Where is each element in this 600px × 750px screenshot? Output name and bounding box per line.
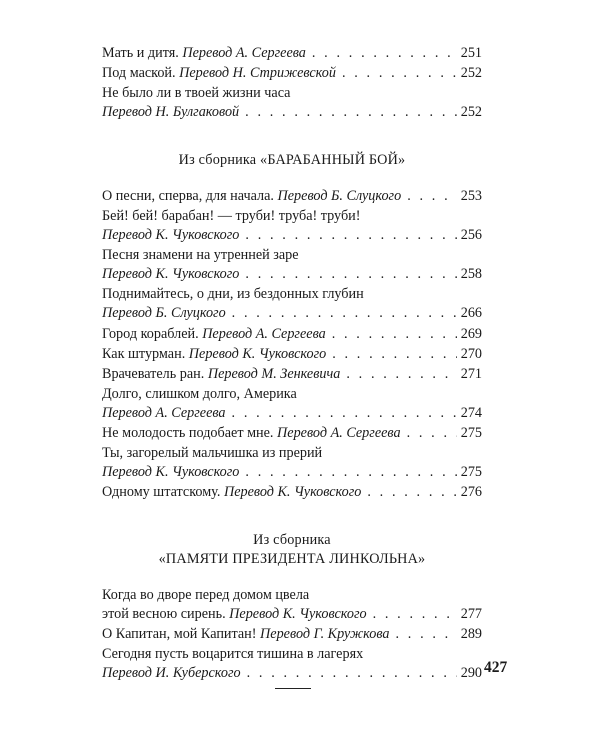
toc-entry [102, 645, 482, 683]
leader-dots [346, 365, 456, 384]
entry-page: 269 [460, 325, 482, 342]
toc-entry [102, 64, 482, 83]
toc-entry [102, 385, 482, 423]
entry-title: Одному штатскому. [102, 484, 221, 501]
entry-title: Поднимайтесь, о дни, из бездонных глубин [102, 286, 364, 303]
entry-title: Город кораблей. [102, 325, 199, 342]
leader-dots [232, 304, 457, 323]
entry-title: Бей! бей! барабан! — труби! труба! труби! [102, 208, 361, 225]
entry-translator: Перевод К. Чуковского [102, 227, 240, 244]
entry-translator: Перевод Н. Стрижевской [179, 65, 336, 82]
toc-entry [102, 285, 482, 323]
entry-translator: Перевод К. Чуковского [229, 606, 367, 623]
entry-title: Ты, загорелый мальчишка из прерий [102, 445, 323, 462]
entry-title: О Капитан, мой Капитан! [102, 626, 257, 643]
leader-dots [373, 605, 457, 624]
entry-title: Под маской. [102, 65, 176, 82]
entry-translator: Перевод К. Чуковского [223, 484, 362, 501]
entry-translator: Перевод А. Сергеева [102, 404, 226, 421]
leader-dots [232, 404, 457, 423]
entry-page: 256 [460, 227, 482, 244]
leader-dots [245, 265, 456, 284]
leader-dots [245, 226, 456, 245]
leader-dots [245, 103, 457, 122]
entry-translator: Перевод М. Зенкевича [207, 365, 341, 382]
entry-title: О песни, сперва, для начала. [102, 188, 274, 205]
entry-title: Песня знамени на утренней заре [102, 247, 299, 264]
leader-dots [312, 44, 457, 63]
toc-entry [102, 444, 482, 482]
entry-title: Сегодня пусть воцарится тишина в лагерях [102, 646, 364, 663]
entry-title: Как штурман. [102, 345, 186, 362]
toc-entry [102, 586, 482, 624]
toc-entry [102, 187, 482, 206]
entry-title: Долго, слишком долго, Америка [102, 385, 297, 402]
entry-title: Не было ли в твоей жизни часа [102, 85, 291, 102]
toc-entry [102, 325, 482, 344]
entry-translator: Перевод Н. Булгаковой [102, 104, 240, 121]
leader-dots [332, 325, 457, 344]
toc-entry [102, 246, 482, 284]
toc-section-drum-taps [102, 151, 482, 502]
toc-entry [102, 424, 482, 443]
entry-page: 289 [460, 626, 482, 643]
entry-page: 277 [460, 606, 482, 623]
entry-title: Когда во дворе перед домом цвела [102, 587, 310, 604]
entry-page: 290 [460, 665, 482, 682]
entry-translator: Перевод К. Чуковского [102, 266, 240, 283]
entry-page: 266 [460, 305, 482, 322]
entry-translator: Перевод Б. Слуцкого [102, 305, 226, 322]
entry-translator: Перевод К. Чуковского [188, 345, 327, 362]
entry-translator: Перевод А. Сергеева [277, 424, 401, 441]
entry-page: 275 [460, 424, 482, 441]
entry-page: 251 [460, 45, 482, 61]
entry-title: Мать и дитя. [102, 45, 179, 61]
toc-section-lincoln [102, 531, 482, 683]
leader-dots [342, 64, 457, 83]
toc-entry [102, 345, 482, 364]
entry-page: 276 [460, 484, 482, 501]
entry-page: 252 [460, 104, 482, 121]
toc-entry [102, 625, 482, 644]
entry-page: 252 [460, 65, 482, 82]
entry-title: Не молодость подобает мне. [102, 424, 274, 441]
entry-translator: Перевод Б. Слуцкого [277, 188, 402, 205]
entry-page: 275 [460, 464, 482, 481]
toc-entry [102, 84, 482, 122]
entry-translator: Перевод К. Чуковского [102, 464, 240, 481]
toc-entry [102, 365, 482, 384]
entry-page: 253 [460, 188, 482, 205]
leader-dots [407, 424, 457, 443]
entry-translator: Перевод И. Куберского [102, 665, 241, 682]
entry-page: 270 [460, 345, 482, 362]
entry-title-cont: этой весною сирень. [102, 606, 226, 623]
toc-entry [102, 483, 482, 502]
leader-dots [332, 345, 457, 364]
leader-dots [247, 664, 457, 683]
leader-dots [245, 463, 456, 482]
leader-dots [396, 625, 457, 644]
entry-page: 271 [460, 365, 482, 382]
toc-entry [102, 44, 482, 63]
footer-rule [275, 688, 311, 689]
section-title-line-1: Из сборника [253, 532, 331, 549]
entry-title: Врачеватель ран. [102, 365, 205, 382]
entry-translator: Перевод А. Сергеева [202, 325, 326, 342]
entry-page: 274 [460, 404, 482, 421]
toc-group-top [102, 44, 482, 122]
leader-dots [367, 483, 456, 502]
entry-page: 258 [460, 266, 482, 283]
page-number: 427 [484, 659, 508, 676]
entry-translator: Перевод Г. Кружкова [260, 626, 390, 643]
entry-translator: Перевод А. Сергеева [182, 45, 306, 61]
section-title: Из сборника «БАРАБАННЫЙ БОЙ» [178, 152, 406, 169]
leader-dots [407, 187, 457, 206]
toc-entry [102, 207, 482, 245]
section-title-line-2: «ПАМЯТИ ПРЕЗИДЕНТА ЛИНКОЛЬНА» [158, 551, 426, 568]
table-of-contents [102, 44, 482, 684]
